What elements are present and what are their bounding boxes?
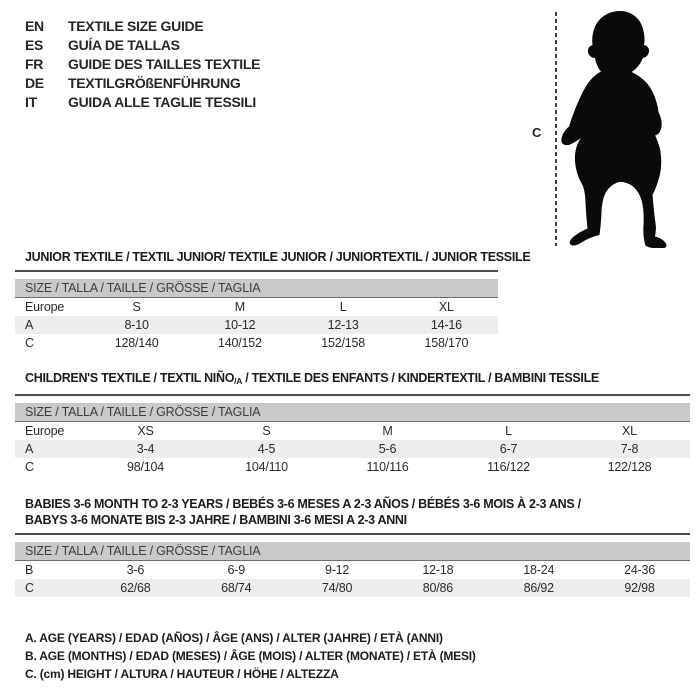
table-cell: 98/104 bbox=[126, 460, 165, 474]
table-cell: L bbox=[505, 424, 512, 438]
table-cell: 122/128 bbox=[607, 460, 652, 474]
table-cell: 86/92 bbox=[523, 581, 554, 595]
language-code: IT bbox=[25, 93, 37, 110]
language-row-de bbox=[25, 73, 260, 92]
language-row-en bbox=[25, 16, 260, 35]
table-title: CHILDREN'S TEXTILE / TEXTIL $NIÑO_{/A}$ / TEXTILE DES ENFANTS / KINDERTEXTIL / BAMBINI TESSILE bbox=[25, 371, 599, 386]
table-cell: 116/122 bbox=[487, 460, 530, 474]
height-measure-label: C bbox=[532, 125, 542, 140]
size-header: SIZE / TALLA / TAILLE / GRÖSSE / TAGLIA bbox=[15, 542, 690, 561]
table-row bbox=[15, 334, 498, 352]
table-cell: S bbox=[262, 424, 271, 438]
table-cell: 7-8 bbox=[620, 442, 639, 456]
note-age-months: B. AGE (MONTHS) / EDAD (MESES) / ÂGE (MOIS) / ALTER (MONATE) / ETÀ (MESI) bbox=[25, 649, 476, 663]
table-cell: 24-36 bbox=[624, 563, 656, 577]
junior-textile-table bbox=[15, 250, 531, 352]
height-figure bbox=[520, 0, 700, 260]
table-cell: 6-9 bbox=[227, 563, 245, 577]
table-rows bbox=[15, 561, 690, 597]
table-cell: 18-24 bbox=[523, 563, 555, 577]
table-cell: 80/86 bbox=[422, 581, 454, 595]
size-header: SIZE / TALLA / TAILLE / GRÖSSE / TAGLIA bbox=[15, 403, 690, 422]
language-label: TEXTILE SIZE GUIDE bbox=[68, 17, 204, 34]
row-label: Europe bbox=[25, 300, 65, 314]
table-cell: 3-4 bbox=[136, 442, 155, 456]
table-cell: L bbox=[339, 300, 347, 314]
table-row bbox=[15, 440, 690, 458]
language-label: GUIDE DES TAILLES TEXTILE bbox=[68, 55, 261, 72]
table-row bbox=[15, 316, 498, 334]
table-cell: 110/116 bbox=[366, 460, 409, 474]
row-label: A bbox=[25, 318, 34, 332]
table-rule bbox=[15, 394, 690, 396]
table-rows bbox=[15, 422, 690, 476]
legend-notes bbox=[25, 629, 476, 683]
language-label: GUÍA DE TALLAS bbox=[68, 36, 180, 53]
table-cell: 12-18 bbox=[422, 563, 454, 577]
height-measure-line bbox=[555, 12, 557, 246]
size-header: SIZE / TALLA / TAILLE / GRÖSSE / TAGLIA bbox=[15, 279, 498, 298]
row-label: B bbox=[25, 563, 34, 577]
table-row bbox=[15, 561, 690, 579]
toddler-silhouette-icon bbox=[560, 8, 682, 248]
table-row bbox=[15, 422, 690, 440]
table-cell: 62/68 bbox=[120, 581, 151, 595]
row-label: A bbox=[25, 442, 34, 456]
table-cell: 8-10 bbox=[124, 318, 149, 332]
language-code: FR bbox=[25, 55, 44, 72]
table-cell: 68/74 bbox=[221, 581, 252, 595]
row-label: C bbox=[25, 460, 34, 474]
table-cell: 6-7 bbox=[499, 442, 518, 456]
babies-textile-table bbox=[15, 496, 690, 597]
table-cell: 128/140 bbox=[114, 336, 159, 350]
table-cell: M bbox=[234, 300, 245, 314]
table-rule bbox=[15, 533, 690, 535]
table-cell: 140/152 bbox=[217, 336, 262, 350]
table-cell: XL bbox=[438, 300, 454, 314]
table-cell: 4-5 bbox=[257, 442, 276, 456]
row-label: Europe bbox=[25, 424, 65, 438]
table-row bbox=[15, 298, 498, 316]
language-list bbox=[25, 16, 260, 111]
table-cell: 14-16 bbox=[430, 318, 462, 332]
table-cell: 5-6 bbox=[378, 442, 397, 456]
table-cell: 158/170 bbox=[424, 336, 469, 350]
table-cell: 152/158 bbox=[321, 336, 366, 350]
table-rule bbox=[15, 270, 498, 272]
table-cell: 74/80 bbox=[321, 581, 353, 595]
language-label: GUIDA ALLE TAGLIE TESSILI bbox=[68, 93, 256, 110]
language-code: ES bbox=[25, 36, 44, 53]
table-cell: 104/110 bbox=[245, 460, 288, 474]
children-textile-table bbox=[15, 371, 690, 476]
table-cell: S bbox=[132, 300, 141, 314]
table-cell: XS bbox=[137, 424, 154, 438]
table-title: JUNIOR TEXTILE / TEXTIL JUNIOR/ TEXTILE JUNIOR / JUNIORTEXTIL / JUNIOR TESSILE bbox=[25, 250, 531, 264]
language-code: EN bbox=[25, 17, 44, 34]
table-rows bbox=[15, 298, 498, 352]
row-label: C bbox=[25, 336, 34, 350]
table-row bbox=[15, 458, 690, 476]
note-height-cm: C. (cm) HEIGHT / ALTURA / HAUTEUR / HÖHE / ALTEZZA bbox=[25, 667, 339, 681]
table-cell: 92/98 bbox=[624, 581, 655, 595]
table-cell: XL bbox=[622, 424, 637, 438]
language-row-es bbox=[25, 35, 260, 54]
table-cell: 12-13 bbox=[327, 318, 359, 332]
language-code: DE bbox=[25, 74, 44, 91]
table-title: BABIES 3-6 MONTH TO 2-3 YEARS / BEBÉS 3-6 MESES A 2-3 AÑOS / BÉBÉS 3-6 MOIS À 2-3 ANS / BABYS 3-6 MONATE BIS 2-3 JAHRE / BAMBINI 3-6 MESI A 2-3 ANNI bbox=[25, 497, 581, 527]
language-row-it bbox=[25, 92, 260, 111]
language-label: TEXTILGRÖßENFÜHRUNG bbox=[68, 74, 241, 91]
table-row bbox=[15, 579, 690, 597]
row-label: C bbox=[25, 581, 34, 595]
language-row-fr bbox=[25, 54, 260, 73]
table-cell: M bbox=[382, 424, 393, 438]
table-cell: 9-12 bbox=[324, 563, 350, 577]
table-cell: 3-6 bbox=[126, 563, 145, 577]
table-cell: 10-12 bbox=[224, 318, 256, 332]
note-age-years: A. AGE (YEARS) / EDAD (AÑOS) / ÂGE (ANS) / ALTER (JAHRE) / ETÀ (ANNI) bbox=[25, 631, 443, 645]
